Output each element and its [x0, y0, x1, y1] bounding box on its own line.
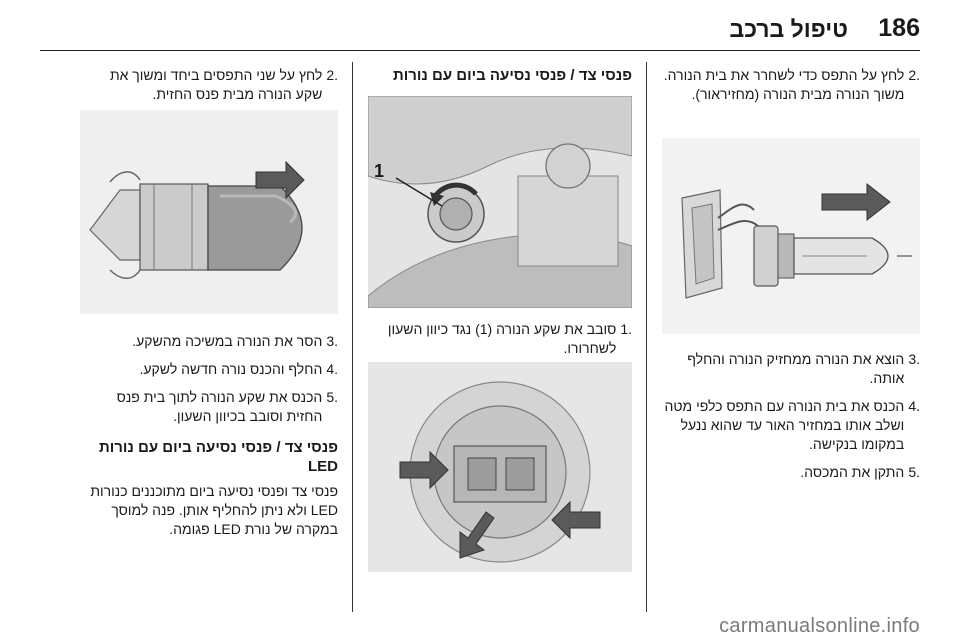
step-right-2: .2 לחץ על התפס כדי לשחרר את בית הנורה. משוך הנורה מבית הנורה (מחזיראור). — [663, 67, 920, 102]
step-right-3: .3 הוצא את הנורה ממחזיק הנורה והחלף אותה. — [687, 351, 920, 386]
callout-number: 1 — [374, 161, 385, 181]
led-body-text: פנסי צד ופנסי נסיעה ביום מתוכננים כנורות LED ולא ניתן להחליף אותן. פנה למוסך במקרה של נורת LED פגומה. — [90, 483, 338, 537]
step-right-5: .5 התקן את המכסה. — [800, 464, 920, 480]
page-header — [40, 14, 920, 50]
step-left-4: .4 החלף והכנס נורה חדשה לשקע. — [139, 361, 338, 377]
h7-bulb-illustration — [662, 138, 920, 334]
headlamp-socket-illustration — [368, 96, 632, 308]
column-divider-right — [646, 62, 647, 612]
step-middle-1: .1 סובב את שקע הנורה (1) נגד כיוון השעון לשחרורו. — [387, 321, 632, 356]
header-rule — [40, 50, 920, 51]
step-right-4: .4 הכנס את בית הנורה עם התפס כלפי מטה ושלב אותו במחזיר האור עד שהוא ננעל במקומו בנקישה. — [664, 398, 920, 452]
column-divider-left — [352, 62, 353, 612]
section-heading-middle: פנסי צד / פנסי נסיעה ביום עם נורות — [392, 67, 632, 84]
right-column — [662, 66, 920, 113]
left-column — [80, 66, 338, 113]
step-left-2: .2 לחץ על שני התפסים ביחד ומשוך את שקע הנורה מבית פנס החזית. — [109, 67, 338, 102]
page-title: טיפול ברכב — [729, 16, 848, 42]
middle-column-lower — [368, 320, 632, 367]
page-number: 186 — [878, 14, 920, 42]
section-heading-led: פנסי צד / פנסי נסיעה ביום עם נורות LED — [98, 439, 338, 475]
right-column-lower — [662, 350, 920, 491]
middle-column — [368, 66, 632, 91]
left-column-lower — [80, 332, 338, 539]
watermark: carmanualsonline.info — [719, 615, 920, 637]
socket-clips-illustration — [368, 362, 632, 572]
wedge-bulb-illustration — [80, 110, 338, 314]
step-left-5: .5 הכנס את שקע הנורה לתוך בית פנס החזית וסובב בכיוון השעון. — [116, 389, 338, 424]
step-left-3: .3 הסר את הנורה במשיכה מהשקע. — [132, 333, 338, 349]
